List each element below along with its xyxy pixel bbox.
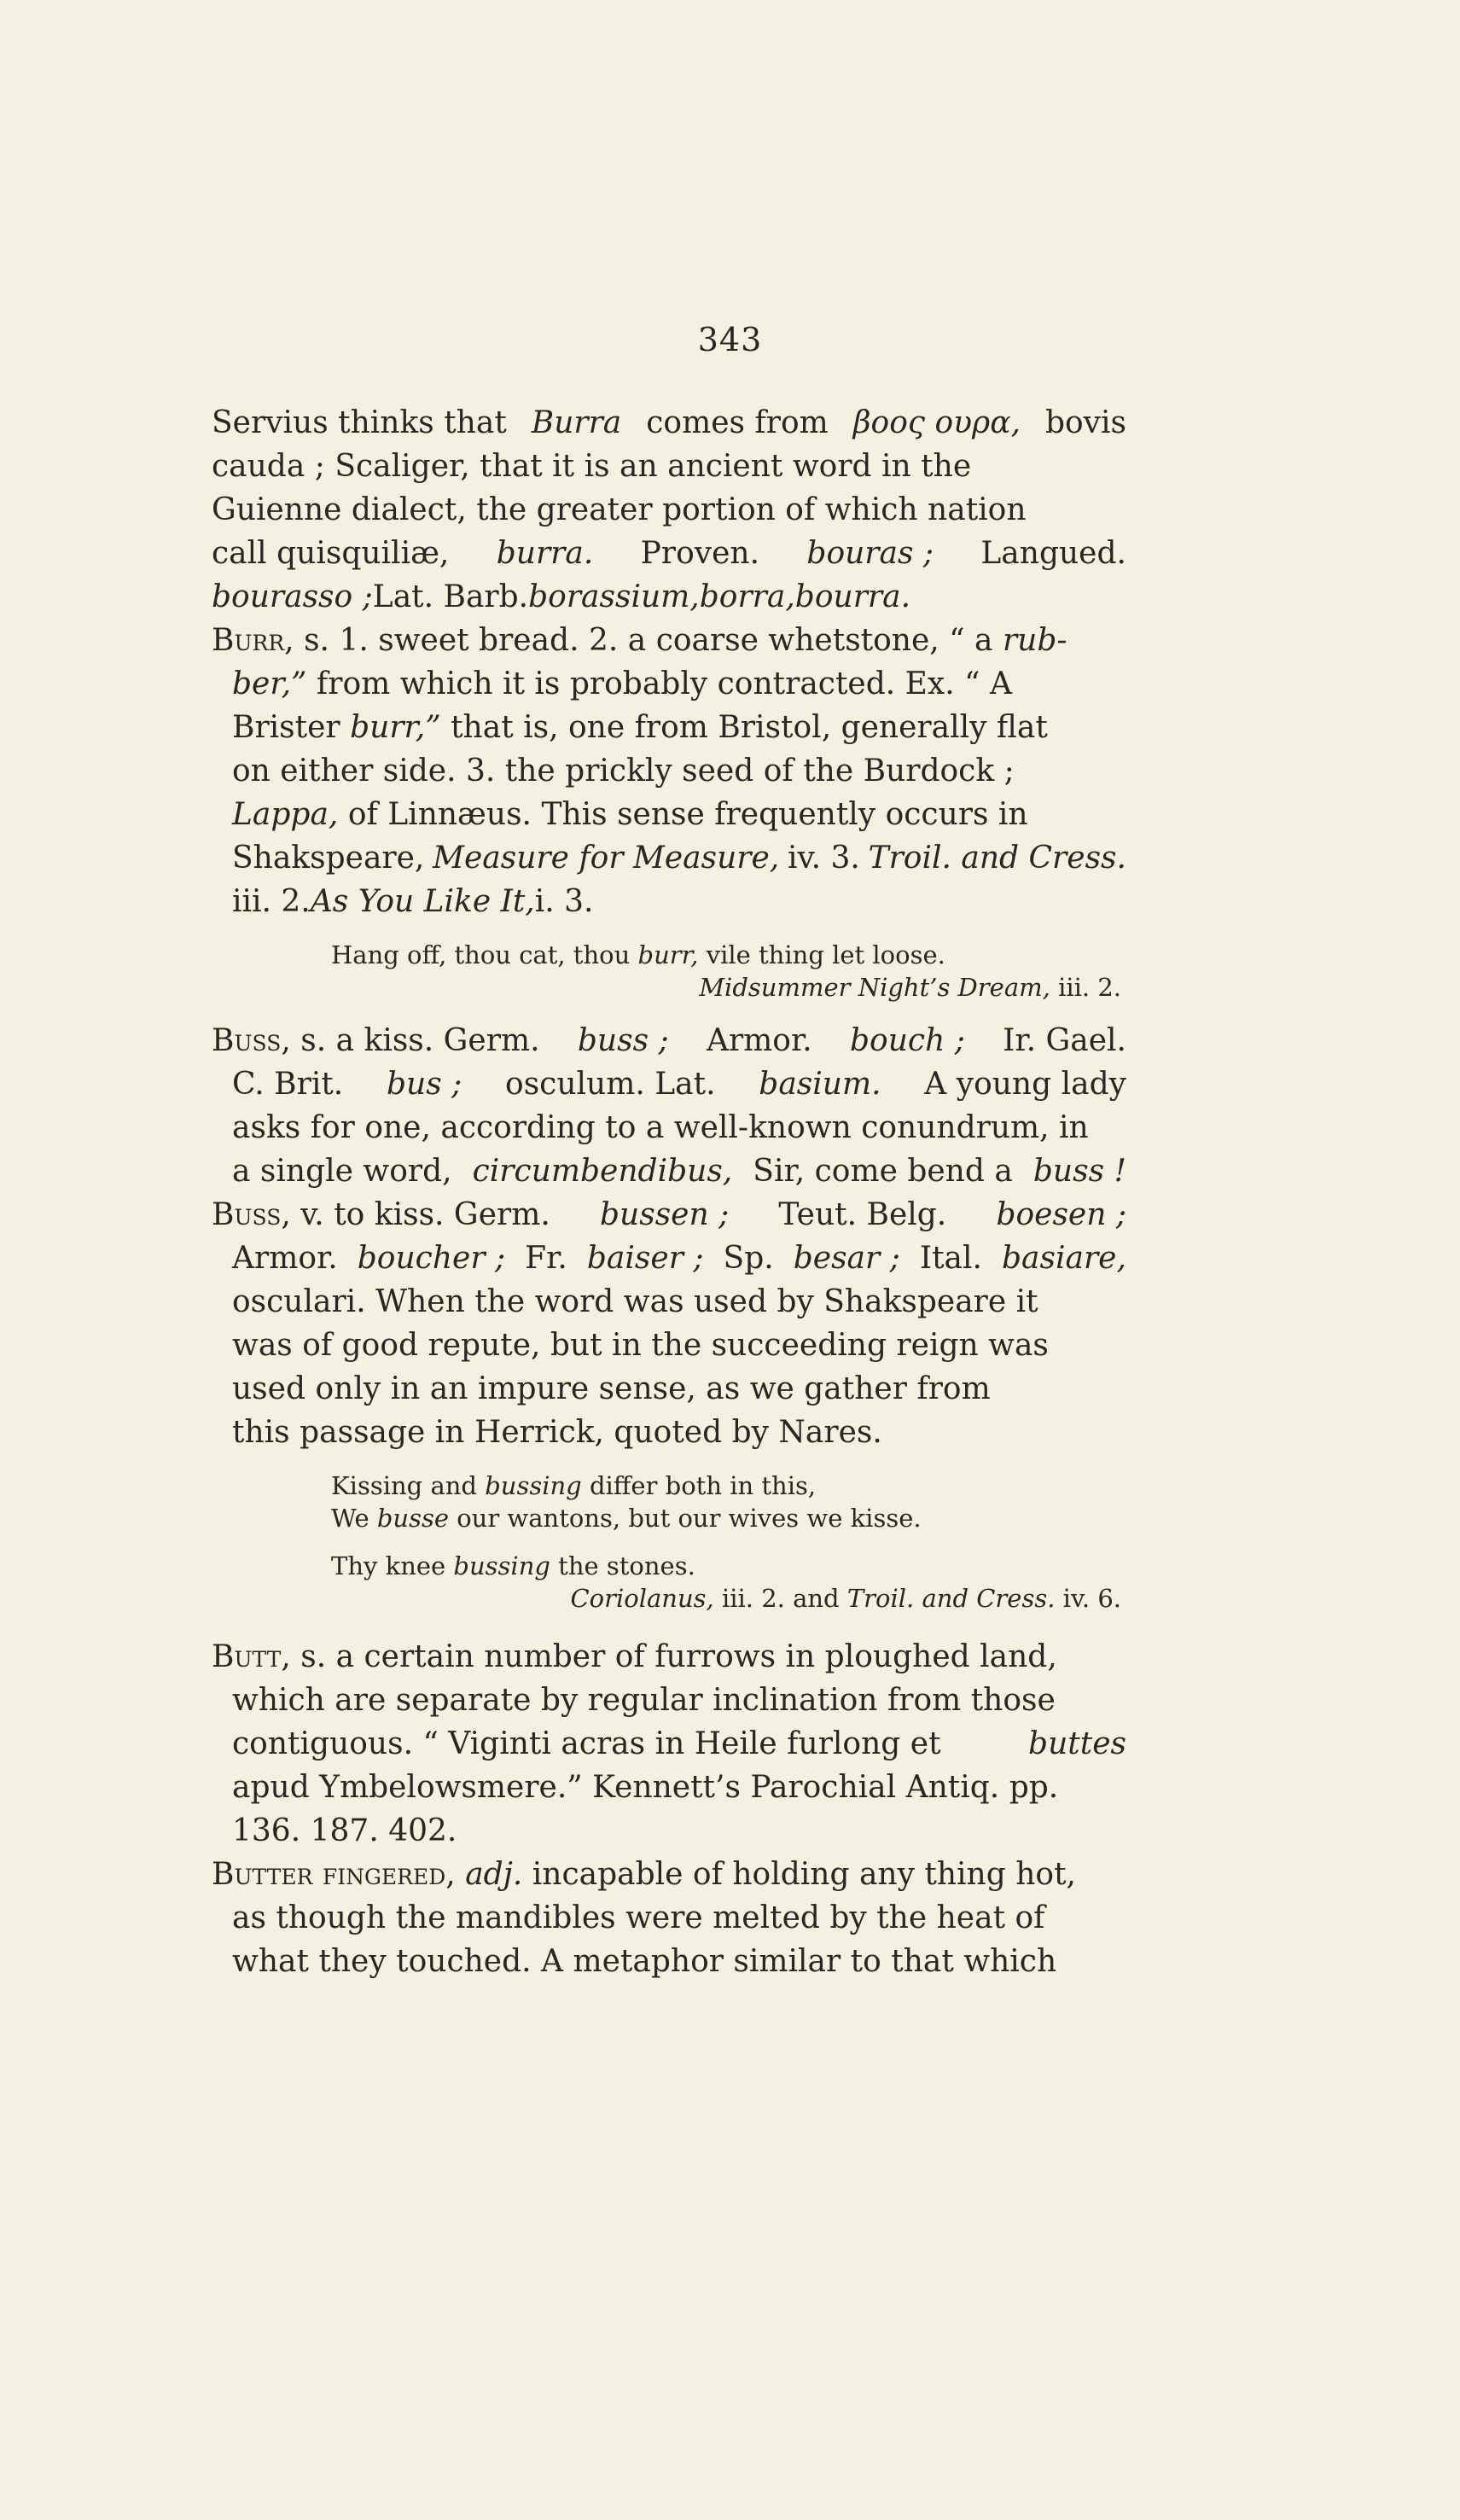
text-line bbox=[212, 488, 1126, 532]
italic-term: borra, bbox=[699, 579, 795, 614]
text: s. a kiss. Germ. bbox=[300, 1023, 540, 1058]
text-line bbox=[212, 532, 1126, 575]
quotation bbox=[212, 939, 1126, 971]
text: osculum. Lat. bbox=[505, 1067, 716, 1102]
text: Proven. bbox=[640, 536, 760, 571]
text: our wantons, but our wives we kisse. bbox=[457, 1504, 922, 1533]
text: differ both in this, bbox=[589, 1471, 817, 1500]
text: Guienne dialect, the greater portion of which nation bbox=[212, 492, 1027, 527]
greek-term: βοος ουρα, bbox=[852, 405, 1021, 440]
text: what they touched. A metaphor similar to that which bbox=[232, 1944, 1057, 1979]
italic-term: bourasso ; bbox=[212, 579, 373, 614]
italic-title: Troil. and Cress. bbox=[846, 1584, 1056, 1613]
text: Lat. Barb. bbox=[372, 579, 529, 614]
page-number: 343 bbox=[697, 321, 763, 358]
text-line bbox=[212, 1766, 1126, 1809]
text: as though the mandibles were melted by the heat of bbox=[232, 1900, 1045, 1935]
italic-title: As You Like It, bbox=[310, 884, 535, 919]
text-line bbox=[212, 1940, 1126, 1983]
headword: Burr, bbox=[212, 623, 294, 658]
text-line bbox=[212, 836, 1126, 880]
text-line bbox=[212, 1062, 1126, 1106]
italic-term: Burra bbox=[531, 405, 622, 440]
text: Armor. bbox=[232, 1241, 338, 1276]
text: asks for one, according to a well-known conundrum, in bbox=[232, 1110, 1089, 1145]
text-line bbox=[212, 1106, 1126, 1149]
text: Ital. bbox=[919, 1241, 982, 1276]
text: Langued. bbox=[980, 536, 1126, 571]
text: that is, one from Bristol, generally flat bbox=[451, 710, 1048, 745]
headword: Buss, bbox=[212, 1023, 291, 1058]
text: used only in an impure sense, as we gather from bbox=[232, 1371, 991, 1406]
text-line bbox=[212, 1280, 1126, 1324]
text: i. 3. bbox=[534, 884, 594, 919]
italic-title: Measure for Measure, bbox=[433, 841, 780, 876]
entry-butter-fingered bbox=[212, 1853, 1126, 1896]
italic-term: boucher ; bbox=[357, 1241, 506, 1276]
headword: Butt, bbox=[212, 1639, 291, 1674]
quotation bbox=[212, 1502, 1126, 1534]
text-line bbox=[212, 1367, 1126, 1411]
text-line bbox=[212, 1237, 1126, 1280]
text-line bbox=[212, 445, 1126, 488]
text-line bbox=[212, 706, 1126, 749]
italic-term: burr, bbox=[637, 940, 699, 969]
text: Fr. bbox=[525, 1241, 567, 1276]
italic-term: buttes bbox=[1028, 1726, 1126, 1761]
text: Kissing and bbox=[331, 1471, 477, 1500]
entry-burr bbox=[212, 619, 1126, 662]
text-line bbox=[212, 1809, 1126, 1853]
quotation-source bbox=[212, 1582, 1126, 1615]
text-line bbox=[212, 662, 1126, 706]
text: cauda ; Scaliger, that it is an ancient word in the bbox=[212, 449, 972, 484]
italic-term: Lappa, bbox=[232, 797, 339, 832]
italic-term: bussing bbox=[453, 1551, 550, 1580]
text: s. a certain number of furrows in ploughed land, bbox=[300, 1639, 1057, 1674]
italic-term: burr,” bbox=[350, 710, 441, 745]
italic-title: Troil. and Cress. bbox=[868, 841, 1126, 876]
text: Armor. bbox=[706, 1023, 812, 1058]
text: which are separate by regular inclination from those bbox=[232, 1683, 1056, 1718]
text: A young lady bbox=[924, 1067, 1126, 1102]
italic-term: basiare, bbox=[1002, 1241, 1126, 1276]
text-line bbox=[212, 1722, 1126, 1766]
text: Hang off, thou cat, thou bbox=[331, 940, 631, 969]
italic-title: Coriolanus, bbox=[570, 1584, 714, 1613]
text-line bbox=[212, 1679, 1126, 1722]
text-line bbox=[212, 793, 1126, 836]
text: comes from bbox=[646, 405, 829, 440]
text: incapable of holding any thing hot, bbox=[532, 1857, 1076, 1892]
text: iii. 2. bbox=[1058, 973, 1121, 1002]
text-line bbox=[212, 575, 1126, 619]
text: Brister bbox=[232, 710, 340, 745]
text: C. Brit. bbox=[232, 1067, 344, 1102]
text-line bbox=[212, 1411, 1126, 1454]
text: from which it is probably contracted. Ex. “ A bbox=[316, 666, 1012, 701]
text: s. 1. sweet bread. 2. a coarse whetstone, “ a bbox=[304, 623, 993, 658]
text-line bbox=[212, 880, 1126, 923]
text: v. to kiss. Germ. bbox=[300, 1197, 550, 1232]
italic-term: rub- bbox=[1002, 623, 1067, 658]
text: the stones. bbox=[558, 1551, 695, 1580]
text: call quisquiliæ, bbox=[212, 536, 450, 571]
italic-term: circumbendibus, bbox=[472, 1154, 733, 1189]
entry-butt bbox=[212, 1635, 1126, 1679]
italic-term: bourra. bbox=[794, 579, 911, 614]
italic-term: buss ! bbox=[1032, 1154, 1126, 1189]
text: on either side. 3. the prickly seed of the Burdock ; bbox=[232, 754, 1015, 789]
italic-term: bouras ; bbox=[806, 536, 934, 571]
text-line bbox=[212, 1149, 1126, 1193]
text: Ir. Gael. bbox=[1003, 1023, 1126, 1058]
entry-buss-verb bbox=[212, 1193, 1126, 1237]
text-line bbox=[212, 749, 1126, 793]
italic-term: bus ; bbox=[387, 1067, 462, 1102]
italic-term: borassium, bbox=[528, 579, 700, 614]
text: Teut. Belg. bbox=[778, 1197, 947, 1232]
italic-term: busse bbox=[376, 1504, 449, 1533]
text: contiguous. “ Viginti acras in Heile furlong et bbox=[232, 1726, 941, 1761]
headword: Buss, bbox=[212, 1197, 291, 1232]
text: vile thing let loose. bbox=[706, 940, 945, 969]
quotation bbox=[212, 1550, 1126, 1582]
italic-term: ber,” bbox=[232, 666, 307, 701]
text: Shakspeare, bbox=[232, 841, 425, 876]
text: iv. 3. bbox=[788, 841, 860, 876]
text: We bbox=[331, 1504, 369, 1533]
text: of Linnæus. This sense frequently occurs in bbox=[347, 797, 1028, 832]
text: Sir, come bend a bbox=[753, 1154, 1013, 1189]
part-of-speech: adj. bbox=[465, 1857, 523, 1892]
italic-term: boesen ; bbox=[996, 1197, 1126, 1232]
text: osculari. When the word was used by Shakspeare it bbox=[232, 1284, 1038, 1319]
italic-term: bussen ; bbox=[599, 1197, 730, 1232]
italic-term: basium. bbox=[759, 1067, 881, 1102]
italic-title: Midsummer Night’s Dream, bbox=[699, 973, 1050, 1002]
italic-term: buss ; bbox=[577, 1023, 669, 1058]
text: this passage in Herrick, quoted by Nares. bbox=[232, 1415, 882, 1450]
quotation-source bbox=[212, 971, 1126, 1004]
headword: Butter fingered, bbox=[212, 1857, 456, 1892]
italic-term: burra. bbox=[496, 536, 594, 571]
text-line bbox=[212, 401, 1126, 445]
italic-term: bussing bbox=[485, 1471, 582, 1500]
italic-term: bouch ; bbox=[850, 1023, 965, 1058]
text: was of good repute, but in the succeeding reign was bbox=[232, 1328, 1049, 1363]
text: Sp. bbox=[723, 1241, 774, 1276]
text-line bbox=[212, 1896, 1126, 1940]
text-line bbox=[212, 1324, 1126, 1367]
page-body bbox=[212, 401, 1126, 1983]
text: 136. 187. 402. bbox=[232, 1813, 457, 1848]
italic-term: baiser ; bbox=[586, 1241, 704, 1276]
text: bovis bbox=[1044, 405, 1126, 440]
entry-buss-noun bbox=[212, 1019, 1126, 1062]
text: iii. 2. bbox=[232, 884, 311, 919]
text: iii. 2. and bbox=[721, 1584, 840, 1613]
text: Thy knee bbox=[331, 1551, 446, 1580]
text: Servius thinks that bbox=[212, 405, 507, 440]
text: a single word, bbox=[232, 1154, 452, 1189]
italic-term: besar ; bbox=[793, 1241, 900, 1276]
quotation bbox=[212, 1470, 1126, 1502]
text: apud Ymbelowsmere.” Kennett’s Parochial Antiq. pp. bbox=[232, 1770, 1059, 1805]
text: iv. 6. bbox=[1062, 1584, 1121, 1613]
